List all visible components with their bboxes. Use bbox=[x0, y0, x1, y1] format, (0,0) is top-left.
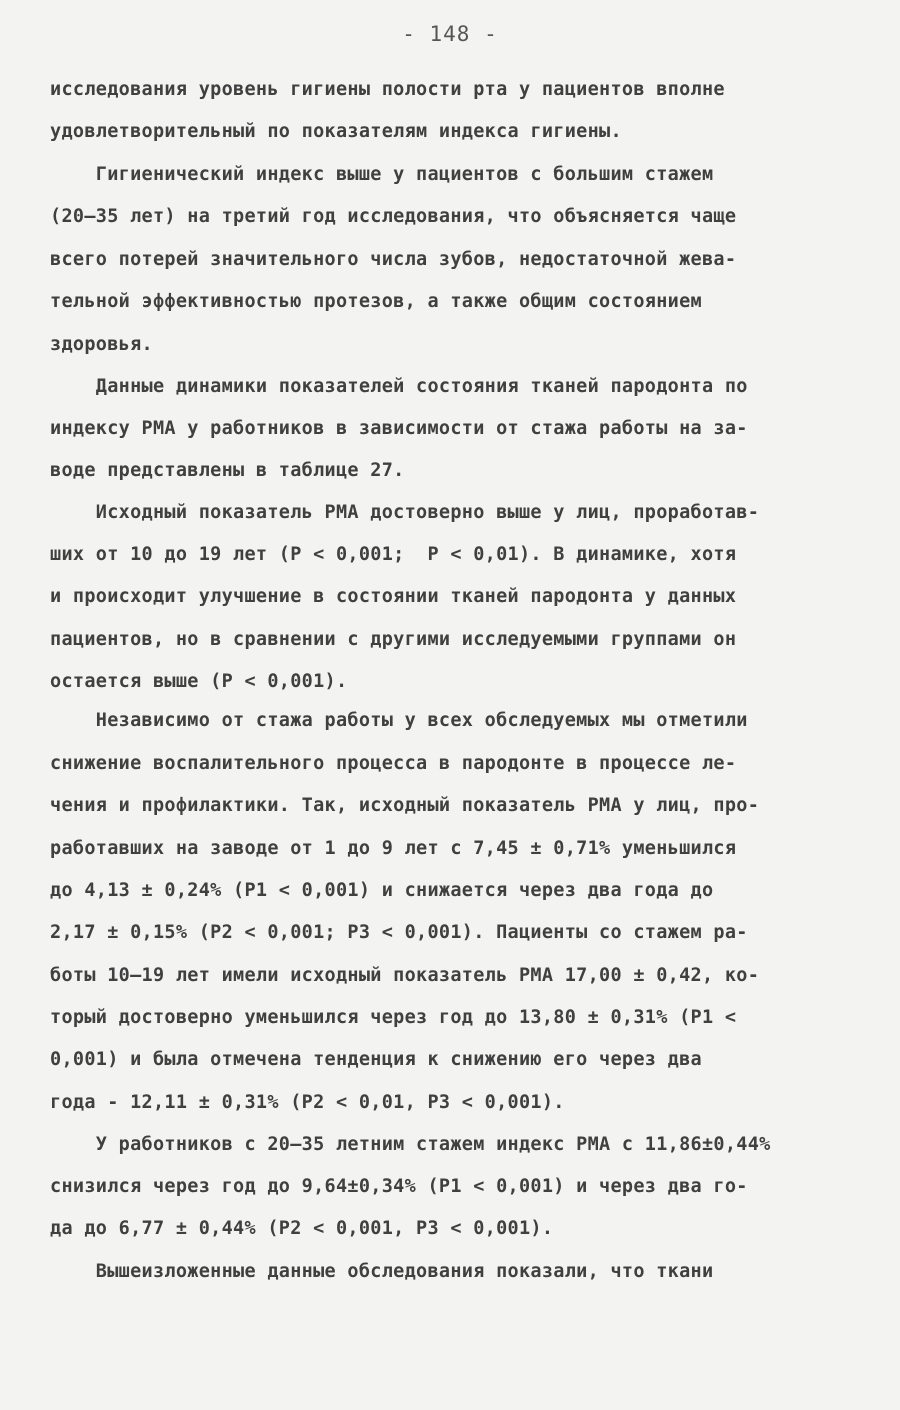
text-line: да до 6,77 ± 0,44% (P2 < 0,001, P3 < 0,001). bbox=[50, 1218, 554, 1239]
text-line: ших от 10 до 19 лет (P < 0,001; P < 0,01). В динамике, хотя bbox=[50, 544, 737, 565]
text-line: снизился через год до 9,64±0,34% (P1 < 0,001) и через два го- bbox=[50, 1176, 748, 1197]
text-line: пациентов, но в сравнении с другими исследуемыми группами он bbox=[50, 629, 737, 650]
text-line: Независимо от стажа работы у всех обследуемых мы отметили bbox=[50, 710, 748, 731]
text-line: Данные динамики показателей состояния тканей пародонта по bbox=[50, 376, 748, 397]
text-line: работавших на заводе от 1 до 9 лет с 7,45 ± 0,71% уменьшился bbox=[50, 838, 737, 859]
text-line: удовлетворительный по показателям индекса гигиены. bbox=[50, 121, 622, 142]
text-line: У работников с 20—35 летним стажем индекс РМА с 11,86±0,44% bbox=[50, 1134, 771, 1155]
text-line: всего потерей значительного числа зубов, недостаточной жева- bbox=[50, 249, 737, 270]
text-line: индексу РМА у работников в зависимости от стажа работы на за- bbox=[50, 418, 748, 439]
text-line: боты 10—19 лет имели исходный показатель РМА 17,00 ± 0,42, ко- bbox=[50, 965, 760, 986]
text-line: и происходит улучшение в состоянии тканей пародонта у данных bbox=[50, 586, 737, 607]
text-line: остается выше (P < 0,001). bbox=[50, 671, 348, 692]
text-line: тельной эффективностью протезов, а также общим состоянием bbox=[50, 291, 702, 312]
text-line: года - 12,11 ± 0,31% (P2 < 0,01, P3 < 0,001). bbox=[50, 1092, 565, 1113]
text-line: воде представлены в таблице 27. bbox=[50, 460, 405, 481]
text-line: Вышеизложенные данные обследования показали, что ткани bbox=[50, 1261, 714, 1282]
text-line: 0,001) и была отмечена тенденция к снижению его через два bbox=[50, 1049, 702, 1070]
page-number: - 148 - bbox=[402, 22, 498, 46]
text-line: торый достоверно уменьшился через год до 13,80 ± 0,31% (P1 < bbox=[50, 1007, 737, 1028]
text-line: Исходный показатель РМА достоверно выше у лиц, проработав- bbox=[50, 502, 760, 523]
text-line: исследования уровень гигиены полости рта у пациентов вполне bbox=[50, 79, 725, 100]
text-line: здоровья. bbox=[50, 334, 153, 355]
text-line: (20—35 лет) на третий год исследования, что объясняется чаще bbox=[50, 206, 737, 227]
text-line: чения и профилактики. Так, исходный показатель РМА у лиц, про- bbox=[50, 795, 760, 816]
text-line: до 4,13 ± 0,24% (P1 < 0,001) и снижается через два года до bbox=[50, 880, 714, 901]
text-line: 2,17 ± 0,15% (P2 < 0,001; P3 < 0,001). Пациенты со стажем ра- bbox=[50, 922, 748, 943]
text-line: снижение воспалительного процесса в пародонте в процессе ле- bbox=[50, 753, 737, 774]
text-line: Гигиенический индекс выше у пациентов с большим стажем bbox=[50, 164, 714, 185]
